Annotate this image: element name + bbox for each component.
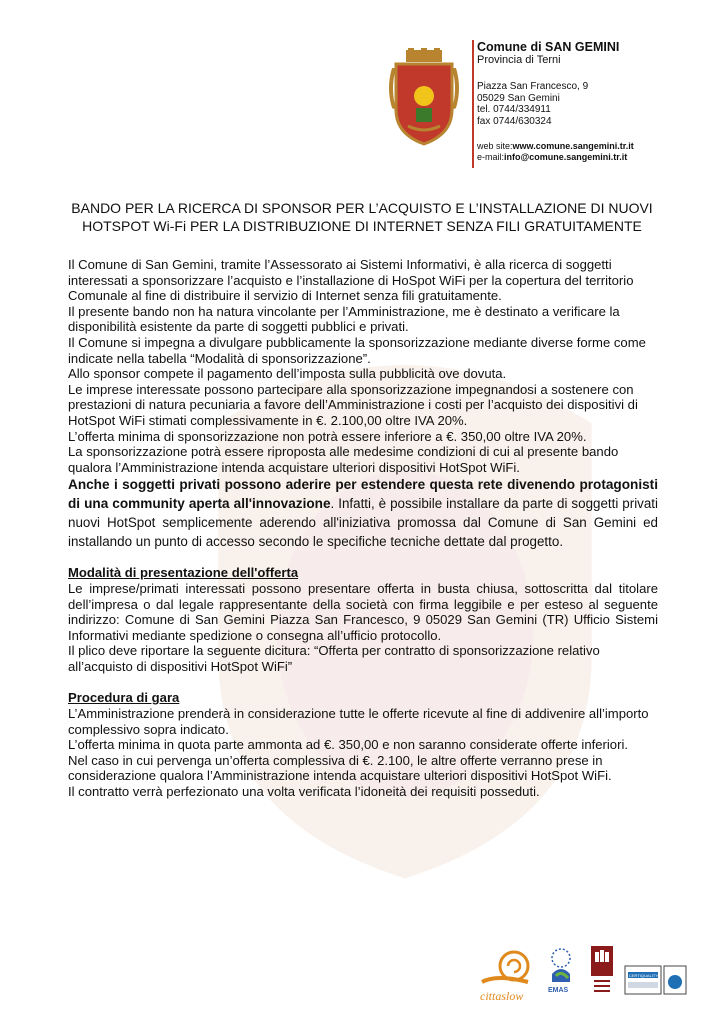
phone-line: tel. 0744/334911 [477,104,551,115]
web-block [477,141,717,163]
intro-paragraph-3: Il Comune si impegna a divulgare pubblicamente la sponsorizzazione mediante diverse forme come indicate nella tabella “Modalità di sponsorizzazione”. [68,334,646,366]
website-label: web site: [477,141,513,151]
intro-paragraph-6: L’offerta minima di sponsorizzazione non potrà essere inferiore a €. 350,00 oltre IVA 20%. [68,428,587,444]
website-link[interactable]: www.comune.sangemini.tr.it [512,141,634,151]
city-line: 05029 San Gemini [477,92,560,104]
coat-of-arms-logo [386,48,462,146]
cittaslow-logo [476,944,538,1004]
emas-logo [546,944,576,1004]
certification-logos [624,944,688,1004]
address-line: Piazza San Francesco, 9 [477,81,589,92]
section-heading-offer: Modalità di presentazione dell'offerta [68,565,299,581]
intro-paragraph-4: Allo sponsor compete il pagamento dell’imposta sulla pubblicità ove dovuta. [68,366,507,382]
offer-paragraph-2: Il plico deve riportare la seguente dicitura: “Offerta per contratto di sponsorizzazione relativo all’acquisto di dispositivi HotSpot WiFi” [68,643,600,674]
procedure-paragraph-2: L’offerta minima in quota parte ammonta ad €. 350,00 e non saranno considerate offerte inferiori. [68,737,628,753]
title-line-2: HOTSPOT Wi-Fi PER LA DISTRIBUZIONE DI INTERNET SENZA FILI GRATUITAMENTE [82,218,642,234]
document-body [68,257,658,800]
private-paragraph [68,475,658,551]
contact-block [477,81,717,127]
intro-paragraph-5: Le imprese interessate possono partecipare alla sponsorizzazione impegnandosi a sostenere con prestazioni di natura pecuniaria a favore dell’Amministrazione i costi per l’acquisto dei dispositivi di HotSpot WiFi stimati complessivamente in €. 2.100,00 oltre IVA 20%. [68,381,638,428]
procedure-paragraph-1: L’Amministrazione prenderà in considerazione tutte le offerte ricevute al fine di addivenire all’importo complessivo sopra indicato. [68,706,649,737]
cittaslow-text: cittaslow [480,989,524,1003]
borghi-logo [588,944,616,1004]
intro-paragraph-1: Il Comune di San Gemini, tramite l’Assessorato ai Sistemi Informativi, è alla ricerca di soggetti interessati a sponsorizzare l’acquisto e l’installazione di HoSpot WiFi per la copertura del territorio Comunale al fine di distribuire il servizio di Internet senza fili gratuitamente. [68,257,634,304]
fax-line: fax 0744/630324 [477,115,552,127]
email-link[interactable]: info@comune.sangemini.tr.it [504,152,628,162]
private-rest: . Infatti, è possibile installare da parte di soggetti privati nuovi HotSpot semplicemente aderendo all'iniziativa promossa dal Comune di San Gemini ed installando un punto di accesso secondo le specifiche tecniche dettate dal progetto. [68,496,659,550]
intro-paragraph-2: Il presente bando non ha natura vincolante per l’Amministrazione, me è destinato a verificare la disponibilità esistente da parte di soggetti pubblici e privati. [68,303,620,335]
title-line-1: BANDO PER LA RICERCA DI SPONSOR PER L’ACQUISTO E L’INSTALLAZIONE DI NUOVI [71,200,653,216]
procedure-paragraph-3: Nel caso in cui pervenga un’offerta complessiva di €. 2.100, le altre offerte verranno prese in considerazione qualora l’Amministrazione intenda acquistare ulteriori dispositivi HotSpot WiFi. [68,752,612,784]
intro-paragraph-7: La sponsorizzazione potrà essere riproposta alle medesime condizioni di cui al presente bando qualora l’Amministrazione intenda acquistare ulteriori dispositivi HotSpot WiFi. [68,444,619,475]
offer-paragraph-1: Le imprese/primati interessati possono presentare offerta in busta chiusa, sottoscritta dal titolare dell’impresa o dal legale rappresentante della società con firma leggibile e per esteso al seguente indirizzo: Comune di San Gemini Piazza San Francesco, 9 05029 San Gemini (TR) Ufficio Sistemi Informativi mediante spedizione o consegna all’ufficio protocollo. [68,580,658,643]
section-heading-procedure: Procedura di gara [68,690,180,706]
province-name: Provincia di Terni [477,54,561,66]
header-divider [472,40,474,168]
certiquality-text: CERTIQUALITY [629,973,659,978]
email-label: e-mail: [477,152,505,162]
document-title [60,199,664,235]
municipality-name: Comune di SAN GEMINI [477,40,620,54]
emas-text: EMAS [548,987,569,994]
procedure-paragraph-4: Il contratto verrà perfezionato una volta verificata l’idoneità dei requisiti posseduti. [68,784,540,800]
private-lead-bold: Anche i soggetti privati possono aderire per estendere questa rete divenendo protagonisti di una community aperta all'innovazione [68,477,658,512]
letterhead [477,40,717,163]
